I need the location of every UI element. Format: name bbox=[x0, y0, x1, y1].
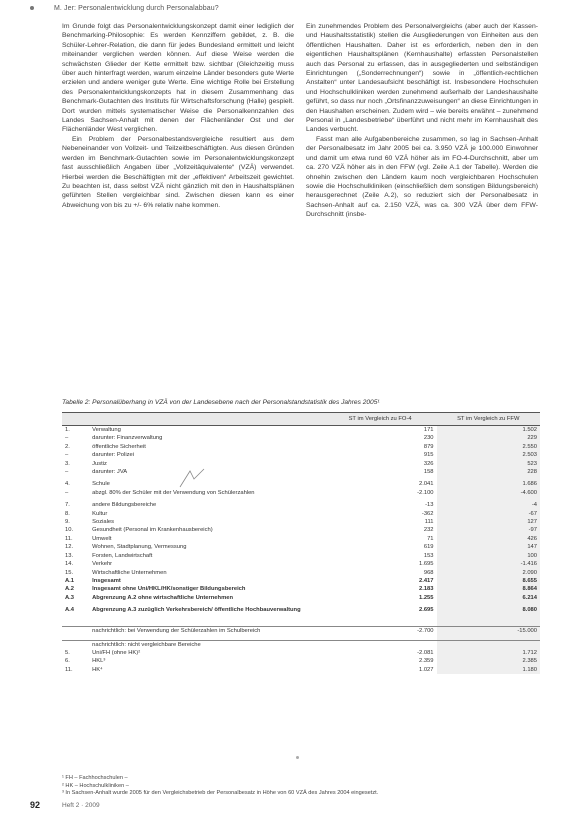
row-number: 4. bbox=[65, 481, 70, 488]
value-fo4: 1.027 bbox=[419, 666, 434, 673]
value-ffw: -1.416 bbox=[437, 560, 540, 568]
table-row bbox=[62, 657, 540, 665]
row-label: Gesundheit (Personal im Krankenhausbereich) bbox=[92, 527, 213, 534]
row-number: 11. bbox=[65, 666, 73, 673]
value-ffw: 8.864 bbox=[437, 585, 540, 593]
row-label: nachrichtlich: nicht vergleichbare Bereiche bbox=[89, 640, 324, 649]
row-label: Justiz bbox=[92, 460, 107, 467]
row-number: 14. bbox=[65, 561, 74, 568]
value-fo4: 2.695 bbox=[419, 607, 434, 614]
right-column bbox=[306, 22, 538, 220]
row-number: – bbox=[65, 452, 69, 459]
column-header-fo4: ST im Vergleich zu FO-4 bbox=[324, 413, 437, 426]
value-fo4: 1.695 bbox=[419, 561, 434, 568]
value-fo4: 619 bbox=[423, 544, 434, 551]
right-paragraph-2: Fasst man alle Aufgabenbereiche zusammen, so lag in Sachsen-Anhalt der Personalbesatz im Jahr 2005 bei ca. 3.950 VZÄ je 100.000 Einwohner und damit um etwa rund 60 VZÄ höher als im FO-4-Durchschnitt, aber um ca. 270 VZÄ höher als in den FFW (vgl. Zeile A.1 der Tabelle). Werden die ohnehin zwischen den Ländern kaum noch vergleichbaren Hochschulen sowie die Hochschulkliniken (einschließlich dem sonstigen Bildungsbereich) herausgerechnet (Zeile A.2), so reduziert sich der Personalbesatz in Sachsen-Anhalt auf ca. 2.150 VZÄ, was ca. 300 VZÄ über dem FFW-Durchschnitt (insbe- bbox=[306, 135, 538, 219]
value-fo4: 1.255 bbox=[419, 594, 434, 601]
table-row bbox=[62, 426, 540, 435]
value-fo4: 71 bbox=[427, 535, 434, 542]
row-label: nachrichtlich: bei Verwendung der Schülerzahlen im Schulbereich bbox=[89, 627, 324, 636]
row-number: – bbox=[65, 469, 69, 476]
table-row bbox=[62, 627, 540, 636]
value-fo4: 158 bbox=[423, 469, 434, 476]
row-number bbox=[62, 627, 89, 636]
running-head bbox=[30, 5, 570, 12]
value-ffw: 1.502 bbox=[437, 426, 540, 435]
value-ffw: -97 bbox=[437, 526, 540, 534]
table-row bbox=[62, 510, 540, 518]
bullet-icon bbox=[30, 6, 34, 10]
row-number: 2. bbox=[65, 443, 70, 450]
row-label: Wirtschaftliche Unternehmen bbox=[92, 569, 167, 576]
value-fo4 bbox=[324, 640, 437, 649]
value-fo4: 326 bbox=[423, 460, 434, 467]
value-ffw: 229 bbox=[437, 434, 540, 442]
value-ffw: 1.686 bbox=[437, 480, 540, 488]
table-row bbox=[62, 577, 540, 585]
value-ffw: 1.712 bbox=[437, 649, 540, 657]
row-label: öffentliche Sicherheit bbox=[92, 443, 146, 450]
row-label: darunter: Finanzverwaltung bbox=[92, 435, 163, 442]
value-fo4: -13 bbox=[425, 502, 434, 509]
value-fo4: -2.081 bbox=[417, 649, 434, 656]
row-number: A.1 bbox=[65, 577, 75, 584]
row-number: A.3 bbox=[65, 594, 75, 601]
column-header-ffw: ST im Vergleich zu FFW bbox=[437, 413, 540, 426]
row-label: HKL³ bbox=[92, 658, 106, 665]
value-ffw: -67 bbox=[437, 510, 540, 518]
row-number: A.2 bbox=[65, 586, 75, 593]
row-label: Soziales bbox=[92, 519, 115, 526]
value-ffw bbox=[437, 640, 540, 649]
table-row bbox=[62, 518, 540, 526]
value-fo4: 230 bbox=[423, 435, 434, 442]
value-ffw: -4 bbox=[437, 501, 540, 509]
row-number: A.4 bbox=[65, 607, 75, 614]
value-ffw: 523 bbox=[437, 460, 540, 468]
value-fo4: 879 bbox=[423, 443, 434, 450]
row-label: abzgl. 80% der Schüler mit der Verwendung von Schülerzahlen bbox=[92, 489, 255, 496]
value-ffw: 8.080 bbox=[437, 606, 540, 622]
row-number: 6. bbox=[65, 658, 70, 665]
table-row bbox=[62, 460, 540, 468]
value-ffw: 2.503 bbox=[437, 451, 540, 459]
table-container bbox=[62, 412, 540, 674]
table-row bbox=[62, 649, 540, 657]
value-fo4: 232 bbox=[423, 527, 434, 534]
row-label: HK⁴ bbox=[92, 666, 103, 673]
staff-table bbox=[62, 412, 540, 674]
row-number: 7. bbox=[65, 502, 70, 509]
row-label: Forsten, Landwirtschaft bbox=[92, 552, 153, 559]
footnotes bbox=[62, 775, 542, 798]
table-row bbox=[62, 606, 540, 622]
table-row bbox=[62, 560, 540, 568]
row-number: 10. bbox=[65, 527, 74, 534]
table-row bbox=[62, 468, 540, 476]
row-label: Kultur bbox=[92, 510, 108, 517]
value-ffw: 127 bbox=[437, 518, 540, 526]
right-paragraph-1: Ein zunehmendes Problem des Personalvergleichs (aber auch der Kassen- und Haushaltsstatistik) stellen die Ausgliederungen von Einheiten aus den öffentlichen Haushalten. Daher ist es erforderlich, neben den in den eigentlichen Haushaltsplänen (Kernhaushalte) erfassten Personalstellen auch das Personal zu erfassen, das in ausgegliederten und selbständigen Einrichtungen („Sonderrechnungen“) sowie in „öffentlich-rechtlichen Anstalten“ unter Landesaufsicht beschäftigt ist. Insbesondere Hochschulen und Hochschulkliniken werden zunehmend außerhalb der Landeshaushalte geführt, so dass nur noch „Ortsfinanzzuweisungen“ an diese Einrichtungen in den Haushalten erscheinen. Zudem wird – wie bereits erwähnt – zunehmend Personal in „Landesbetriebe“ überführt und nicht mehr im Kernhaushalt des Landes verbucht. bbox=[306, 23, 538, 134]
table-row bbox=[62, 535, 540, 543]
value-fo4: -362 bbox=[421, 510, 434, 517]
value-ffw: 2.385 bbox=[437, 657, 540, 665]
row-label: Verwaltung bbox=[92, 427, 121, 433]
value-ffw: -4.600 bbox=[437, 489, 540, 497]
value-ffw: 2.550 bbox=[437, 443, 540, 451]
value-fo4: 2.359 bbox=[419, 658, 434, 665]
row-number: 8. bbox=[65, 510, 70, 517]
value-fo4: 2.041 bbox=[419, 481, 434, 488]
table-row bbox=[62, 552, 540, 560]
table-row bbox=[62, 489, 540, 497]
footnote-1: ¹ FH – Fachhochschulen – bbox=[62, 775, 128, 781]
table-row bbox=[62, 666, 540, 674]
footnote-2: ² HK – Hochschulkliniken – bbox=[62, 782, 129, 789]
table-row bbox=[62, 569, 540, 577]
row-label: Schule bbox=[92, 481, 110, 488]
table-row bbox=[62, 480, 540, 488]
row-number: 1. bbox=[65, 427, 70, 433]
value-fo4: 915 bbox=[423, 452, 434, 459]
table-row bbox=[62, 501, 540, 509]
stray-mark bbox=[296, 756, 299, 759]
row-number: 5. bbox=[65, 649, 70, 656]
table-row bbox=[62, 451, 540, 459]
table-row bbox=[62, 526, 540, 534]
row-number: 9. bbox=[65, 519, 70, 526]
row-label: darunter: Polizei bbox=[92, 452, 135, 459]
page-number: 92 bbox=[30, 800, 41, 810]
row-label: Insgesamt bbox=[92, 577, 121, 584]
value-ffw: 100 bbox=[437, 552, 540, 560]
table-row bbox=[62, 443, 540, 451]
table-row bbox=[62, 434, 540, 442]
value-fo4: -2.100 bbox=[417, 489, 434, 496]
pen-mark-icon bbox=[178, 467, 206, 489]
issue-label: Heft 2 · 2009 bbox=[62, 802, 100, 809]
value-ffw: 2.090 bbox=[437, 569, 540, 577]
value-ffw: 426 bbox=[437, 535, 540, 543]
row-label: Umwelt bbox=[92, 535, 112, 542]
row-label: Wohnen, Stadtplanung, Vermessung bbox=[92, 544, 187, 551]
value-ffw: 147 bbox=[437, 543, 540, 551]
table-caption: Tabelle 2: Personalüberhang in VZÄ von der Landesebene nach der Personalstandstatistik des Jahres 2005¹ bbox=[62, 399, 380, 406]
table-body bbox=[62, 426, 540, 675]
value-ffw: 228 bbox=[437, 468, 540, 476]
value-fo4: 2.417 bbox=[419, 577, 434, 584]
value-fo4: 111 bbox=[424, 519, 434, 526]
value-fo4: 968 bbox=[423, 569, 434, 576]
value-ffw: 6.214 bbox=[437, 594, 540, 602]
row-label: Abgrenzung A.3 zuzüglich Verkehrsbereich/ öffentliche Hochbauverwaltung bbox=[92, 607, 301, 614]
row-label: Uni/FH (ohne HK)² bbox=[92, 649, 141, 656]
row-label: andere Bildungsbereiche bbox=[92, 502, 157, 509]
table-row bbox=[62, 543, 540, 551]
table-row bbox=[62, 594, 540, 602]
row-label: Insgesamt ohne Uni/HKL/HK/sonstiger Bildungsbereich bbox=[92, 586, 246, 593]
row-number bbox=[62, 640, 89, 649]
row-number: – bbox=[65, 489, 69, 496]
running-head-text: M. Jer: Personalentwicklung durch Personalabbau? bbox=[54, 5, 219, 12]
row-number: 3. bbox=[65, 460, 70, 467]
value-fo4: 171 bbox=[423, 427, 434, 433]
table-row bbox=[62, 640, 540, 649]
row-number: 12. bbox=[65, 544, 74, 551]
value-fo4: 2.183 bbox=[419, 586, 434, 593]
row-number: 13. bbox=[65, 552, 74, 559]
table-header-row bbox=[62, 413, 540, 426]
row-label: darunter: JVA bbox=[92, 469, 128, 476]
row-number: 11. bbox=[65, 535, 73, 542]
row-number: – bbox=[65, 435, 69, 442]
row-label: Verkehr bbox=[92, 561, 113, 568]
row-number: 15. bbox=[65, 569, 74, 576]
value-ffw: 8.655 bbox=[437, 577, 540, 585]
value-fo4: 153 bbox=[423, 552, 434, 559]
table-row bbox=[62, 585, 540, 593]
left-paragraph-1: Im Grunde folgt das Personalentwicklungskonzept damit einer lediglich der Benchmarking-Philosophie: Es werden Kennziffern gebildet, z. B. die Schüler-Lehrer-Relation, die dann für jedes Bundesland ermittelt und leicht miteinander verglichen werden können. Auf diese Weise werden die schwächsten Glieder der Kette ermittelt bzw. sichtbar (Gleichzeitig muss über auch hinterfragt werden, warum einzelne Länder besonders gute Werte erzielen und andere weniger gute Werte. Eine wichtige Rolle bei Erstellung des Personalentwicklungskonzepts hat in diesem Zusammenhang das Benchmark-Gutachten des Instituts für Wirtschaftsforschung (Halle) gespielt. Dort wurden mittels systematischer Weise die Personalkennzahlen des Landes Sachsen-Anhalt mit denen der Flächenländer Ost und der Flächenländer West verglichen. bbox=[62, 23, 294, 134]
left-paragraph-2: Ein Problem der Personalbestandsvergleiche resultiert aus dem Nebeneinander von Vollzeit- und Teilzeitbeschäftigten. Aus diesen Gründen werden im Benchmark-Gutachten sowie im Personalentwicklungskonzept fast ausschließlich Angaben über „Vollzeitäquivalente“ (VZÄ) verwendet. Hierbei werden die Beschäftigten mit der „effektiven“ Arbeitszeit gewichtet. Zu beachten ist, dass selbst VZÄ nicht gänzlich mit den in Haushaltsplänen geführten Stellen vergleichbar sind. Zwischen diesen kann es einer Abweichung von bis zu +/- 6% relativ nahe kommen. bbox=[62, 135, 294, 209]
value-fo4: -2.700 bbox=[324, 627, 437, 636]
footnote-3: ³ In Sachsen-Anhalt wurde 2005 für den Vergleichsbetrieb der Personalbesatz in Höhe von 60 VZÄ des Jahres 2004 eingesetzt. bbox=[62, 790, 379, 797]
row-label: Abgrenzung A.2 ohne wirtschaftliche Unternehmen bbox=[92, 594, 233, 601]
left-column bbox=[62, 22, 294, 210]
value-ffw: -15.000 bbox=[437, 627, 540, 636]
value-ffw: 1.180 bbox=[437, 666, 540, 674]
